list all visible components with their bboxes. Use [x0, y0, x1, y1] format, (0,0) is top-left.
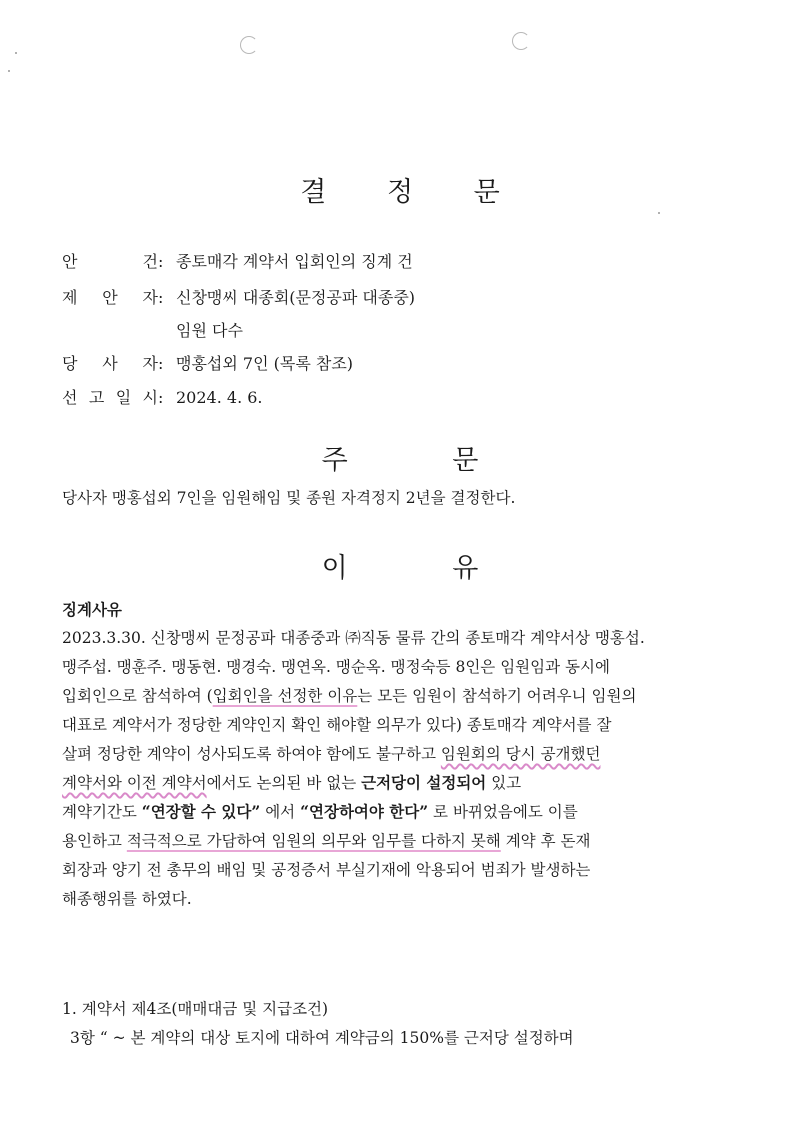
- article-clause: 3항 “ ~ 본 계약의 대상 토지에 대하여 계약금의 150%를 근저당 설정하며: [70, 1029, 574, 1047]
- highlighted-text: 적극적으로 가담하여 임원의 의무와 임무를 다하지 못해: [126, 832, 501, 850]
- text-run: 살펴 정당한 계약이 성사되도록 하여야 함에도 불구하고: [62, 745, 441, 763]
- meta-value: 2024. 4. 6.: [176, 388, 263, 407]
- reason-line: 회장과 양기 전 총무의 배임 및 공정증서 부실기재에 악용되어 범죄가 발생하는: [62, 861, 591, 879]
- document-title: 결 정 문: [300, 177, 526, 208]
- reason-title: 이 유: [321, 553, 527, 584]
- order-text: 당사자 맹홍섭외 7인을 임원해임 및 종원 자격정지 2년을 결정한다.: [62, 489, 516, 507]
- meta-colon: :: [158, 388, 164, 407]
- text-run: 로 바뀌었음에도 이를: [428, 803, 578, 821]
- text-run: 계약기간도: [62, 803, 142, 821]
- text-run: 있고: [486, 774, 522, 792]
- punch-hole-mark: [512, 32, 530, 50]
- reason-line: [62, 684, 636, 706]
- meta-colon: :: [158, 288, 164, 307]
- reason-line: [62, 829, 590, 851]
- text-run: 는 모든 임원이 참석하기 어려우니 임원의: [357, 687, 637, 705]
- reason-line: 2023.3.30. 신창맹씨 문정공파 대종중과 ㈜직동 물류 간의 종토매각 계약서상 맹홍섭.: [62, 629, 645, 647]
- meta-label: 안 건: [62, 252, 158, 271]
- punch-hole-mark: [240, 36, 258, 54]
- reason-line: 대표로 계약서가 정당한 계약인지 확인 해야할 의무가 있다) 종토매각 계약서를 잘: [62, 716, 612, 734]
- bold-text: “연장할 수 있다”: [141, 802, 261, 821]
- highlighted-text: 입회인을 선정한 이유: [212, 687, 358, 705]
- meta-value: 종토매각 계약서 입회인의 징계 건: [176, 252, 413, 271]
- meta-row-proposer-cont: 임원 다수: [176, 321, 243, 340]
- meta-label: 제 안 자: [62, 288, 158, 307]
- article-title: 1. 계약서 제4조(매매대금 및 지급조건): [62, 1000, 329, 1018]
- meta-value: 맹홍섭외 7인 (목록 참조): [176, 354, 354, 373]
- reason-line: 해종행위를 하였다.: [62, 890, 192, 908]
- meta-row-party: [62, 351, 353, 374]
- bold-text: 근저당이 설정되어: [361, 773, 487, 792]
- meta-value: 신창맹씨 대종회(문정공파 대종중): [176, 288, 416, 307]
- meta-colon: :: [158, 354, 164, 373]
- text-run: 에서: [260, 803, 301, 821]
- meta-label: 당 사 자: [62, 354, 158, 373]
- reason-line: 맹주섭. 맹훈주. 맹동현. 맹경숙. 맹연옥. 맹순옥. 맹정숙등 8인은 임원임과 동시에: [62, 658, 610, 676]
- reason-line: [62, 742, 600, 764]
- reason-line: [62, 800, 578, 822]
- meta-row-proposer: [62, 285, 415, 308]
- scan-speck: [8, 70, 10, 72]
- reason-line: [62, 771, 521, 793]
- order-title: 주 문: [321, 445, 527, 476]
- text-run: 입회인으로 참석하여 (: [62, 687, 213, 705]
- text-run: 용인하고: [62, 832, 127, 850]
- meta-label: 선 고 일 시: [62, 388, 158, 407]
- scan-speck: [658, 212, 660, 214]
- highlighted-text: 임원회의 당시 공개했던: [440, 745, 601, 763]
- meta-colon: :: [158, 252, 164, 271]
- text-run: 에서도 논의된 바 없는: [206, 774, 362, 792]
- reason-heading: 징계사유: [62, 600, 122, 619]
- scan-speck: [15, 52, 17, 54]
- highlighted-text: 계약서와 이전 계약서: [62, 774, 207, 792]
- meta-row-date: [62, 385, 263, 408]
- meta-row-agenda: [62, 249, 413, 272]
- text-run: 계약 후 돈재: [500, 832, 591, 850]
- bold-text: “연장하여야 한다”: [300, 802, 429, 821]
